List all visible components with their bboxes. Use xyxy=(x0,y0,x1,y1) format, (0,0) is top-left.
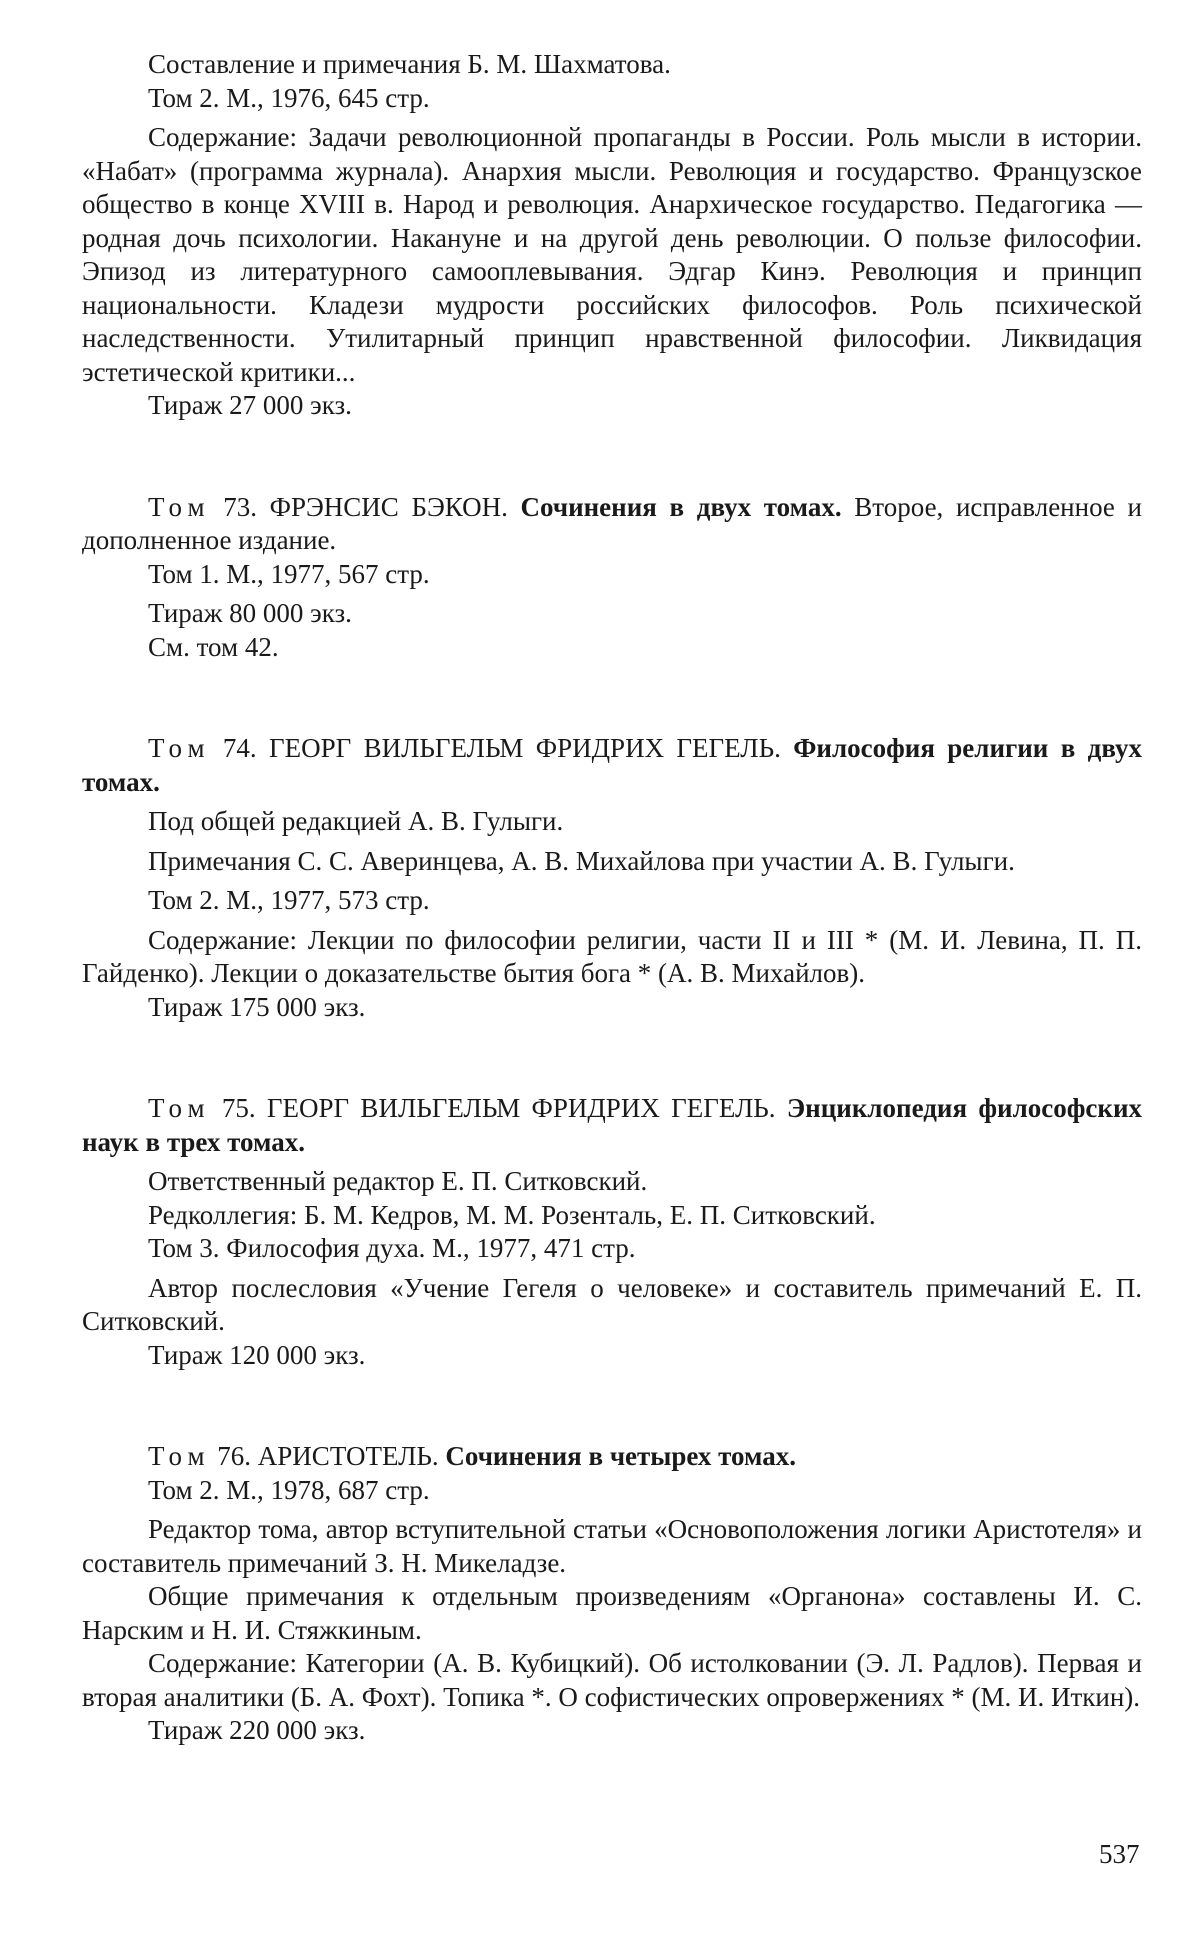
entry-vol-76 xyxy=(82,1440,1142,1748)
contents-paragraph: Содержание: Категории (А. В. Кубицкий). Об истолковании (Э. Л. Радлов). Первая и вторая аналитики (Б. А. Фохт). Топика *. О софистических опровержениях * (М. И. Иткин). xyxy=(82,1648,1142,1712)
print-run: Тираж 120 000 экз. xyxy=(148,1339,366,1370)
volume-line: Том 1. М., 1977, 567 стр. xyxy=(148,558,430,589)
editor-paragraph: Редактор тома, автор вступительной статьи «Основоположения логики Аристотеля» и составитель примечаний З. Н. Микеладзе. xyxy=(82,1514,1142,1578)
entry-vol-74 xyxy=(82,732,1142,1024)
contents-paragraph: Содержание: Лекции по философии религии, части II и III * (М. И. Левина, П. П. Гайденко). Лекции о доказательстве бытия бога * (А. В. Михайлов). xyxy=(82,924,1142,988)
afterword-line: Автор послесловия «Учение Гегеля о человеке» и составитель примечаний Е. П. Ситковский. xyxy=(82,1272,1142,1336)
entry-heading: Том 76. АРИСТОТЕЛЬ. Сочинения в четырех томах. xyxy=(148,1441,796,1471)
entry-heading: Том 75. ГЕОРГ ВИЛЬГЕЛЬМ ФРИДРИХ ГЕГЕЛЬ. Энциклопедия философских наук в трех томах. xyxy=(82,1093,1143,1157)
board-line: Редколлегия: Б. М. Кедров, М. М. Розенталь, Е. П. Ситковский. xyxy=(148,1199,876,1230)
notes-line: Примечания С. С. Аверинцева, А. В. Михайлова при участии А. В. Гулыги. xyxy=(148,845,1015,876)
compiler-line: Составление и примечания Б. М. Шахматова. xyxy=(148,49,671,79)
entry-heading: Том 74. ГЕОРГ ВИЛЬГЕЛЬМ ФРИДРИХ ГЕГЕЛЬ. Философия религии в двух томах. xyxy=(82,733,1142,797)
entry-vol-73 xyxy=(82,491,1142,665)
print-run: Тираж 175 000 экз. xyxy=(148,991,366,1022)
print-run: Тираж 220 000 экз. xyxy=(148,1715,366,1745)
editor-line: Под общей редакцией А. В. Гулыги. xyxy=(148,806,564,836)
volume-line: Том 3. Философия духа. М., 1977, 471 стр. xyxy=(148,1233,636,1263)
editor-line: Ответственный редактор Е. П. Ситковский. xyxy=(148,1166,648,1196)
entry-vol-75 xyxy=(82,1092,1142,1372)
contents-paragraph: Содержание: Задачи революционной пропаганды в России. Роль мысли в истории. «Набат» (программа журнала). Анархия мысли. Революция и государство. Французское общество в конце XVIII в. Народ и революция. Анархическое государство. Педагогика — родная дочь психологии. Накануне и на другой день революции. О пользе философии. Эпизод из литературного самооплевывания. Эдгар Кинэ. Революция и принцип национальности. Кладези мудрости российских философов. Роль психической наследственности. Утилитарный принцип нравственной философии. Ликвидация эстетической критики... xyxy=(82,122,1142,387)
entry-heading: Том 73. ФРЭНСИС БЭКОН. Сочинения в двух томах. Второе, исправленное и дополненное издание. xyxy=(82,491,1142,555)
entry-continuation xyxy=(82,48,1142,423)
notes-paragraph: Общие примечания к отдельным произведениям «Органона» составлены И. С. Нарским и Н. И. Стяжкиным. xyxy=(82,1581,1142,1645)
volume-line: Том 2. М., 1978, 687 стр. xyxy=(148,1474,430,1505)
volume-line: Том 2. М., 1976, 645 стр. xyxy=(148,82,430,113)
cross-reference: См. том 42. xyxy=(148,631,279,662)
volume-line: Том 2. М., 1977, 573 стр. xyxy=(148,885,430,915)
book-page xyxy=(82,48,1142,1748)
page-number: 537 xyxy=(1099,1839,1140,1869)
print-run: Тираж 27 000 экз. xyxy=(148,390,352,420)
print-run: Тираж 80 000 экз. xyxy=(148,598,352,628)
